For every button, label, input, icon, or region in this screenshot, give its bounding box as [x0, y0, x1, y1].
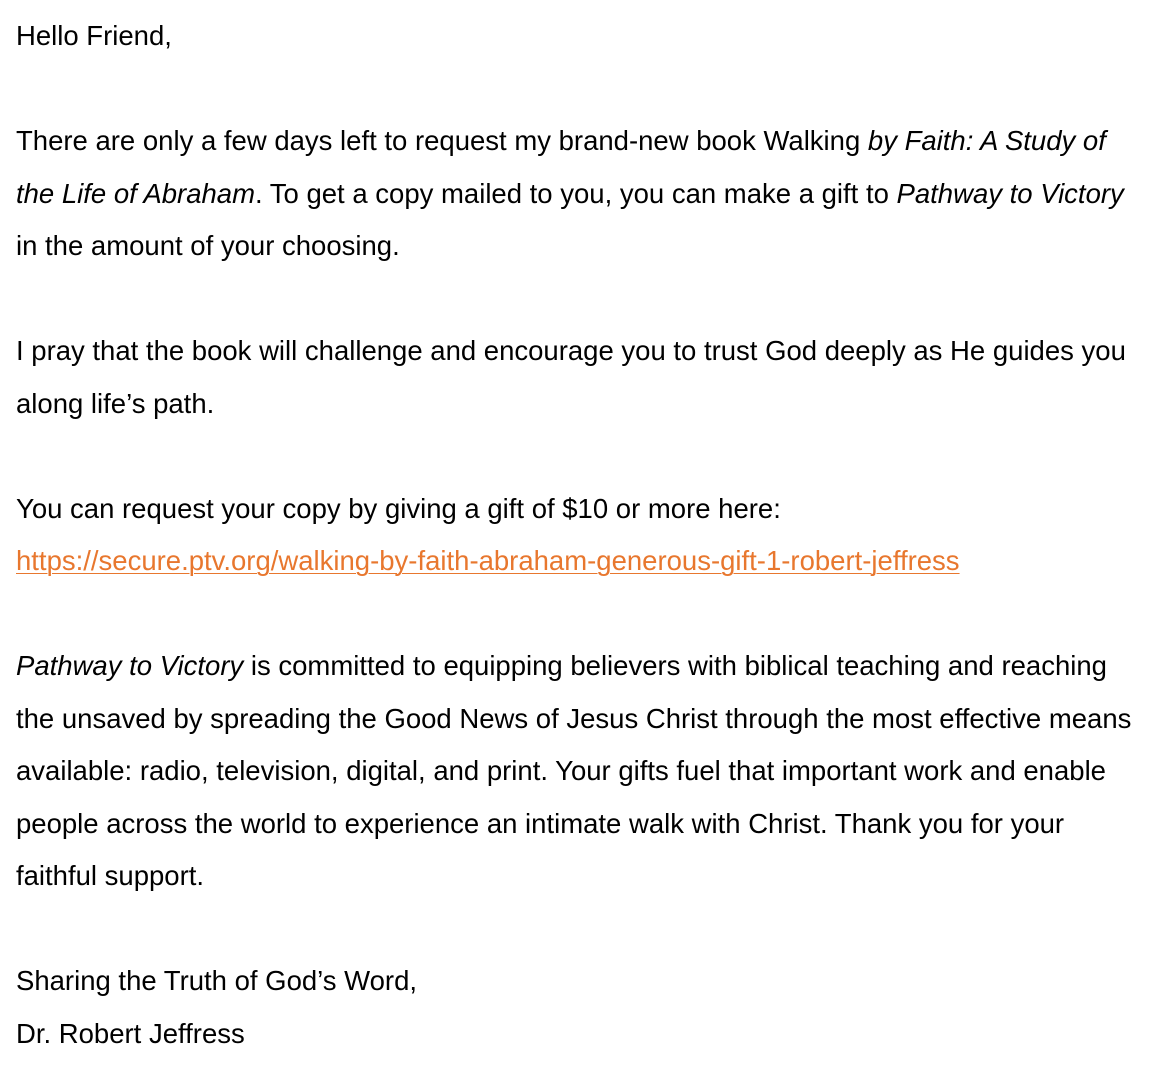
paragraph-ministry	[16, 640, 1148, 903]
signature: Dr. Robert Jeffress	[16, 1017, 245, 1049]
closing: Sharing the Truth of God’s Word,	[16, 965, 418, 996]
paragraph-request	[16, 483, 1148, 588]
paragraph-gap	[16, 588, 1148, 641]
paragraph-gap	[16, 430, 1148, 483]
gift-link[interactable]: https://secure.ptv.org/walking-by-faith-abraham-generous-gift-1-robert-jeffress	[16, 545, 960, 576]
paragraph-gap	[16, 63, 1148, 116]
ministry-name: Pathway to Victory	[16, 650, 244, 681]
email-body	[16, 10, 1148, 1060]
paragraph-gap	[16, 273, 1148, 326]
paragraph-prayer: I pray that the book will challenge and encourage you to trust God deeply as He guides you along life’s path.	[16, 335, 1126, 419]
book-offer-text-2: . To get a copy mailed to you, you can make a gift to	[255, 177, 897, 209]
paragraph-gap	[16, 903, 1148, 956]
request-text: You can request your copy by giving a gift of $10 or more here:	[16, 492, 781, 524]
book-offer-text-1: There are only a few days left to request my brand-new book Walking	[16, 125, 868, 156]
greeting: Hello Friend,	[16, 20, 172, 51]
book-offer-text-3: in the amount of your choosing.	[16, 230, 400, 261]
book-title: by Faith: A Study of the Life of Abraham	[16, 125, 1106, 209]
ministry-description: is committed to equipping believers with biblical teaching and reaching the unsaved by spreading the Good News of Jesus Christ through the most effective means available: radio, television, digital, and print. Your gifts fuel that important work and enable people across the world to experience an intimate walk with Christ. Thank you for your faithful support.	[16, 650, 1132, 891]
paragraph-book-offer	[16, 115, 1148, 273]
ministry-name: Pathway to Victory	[896, 177, 1124, 209]
